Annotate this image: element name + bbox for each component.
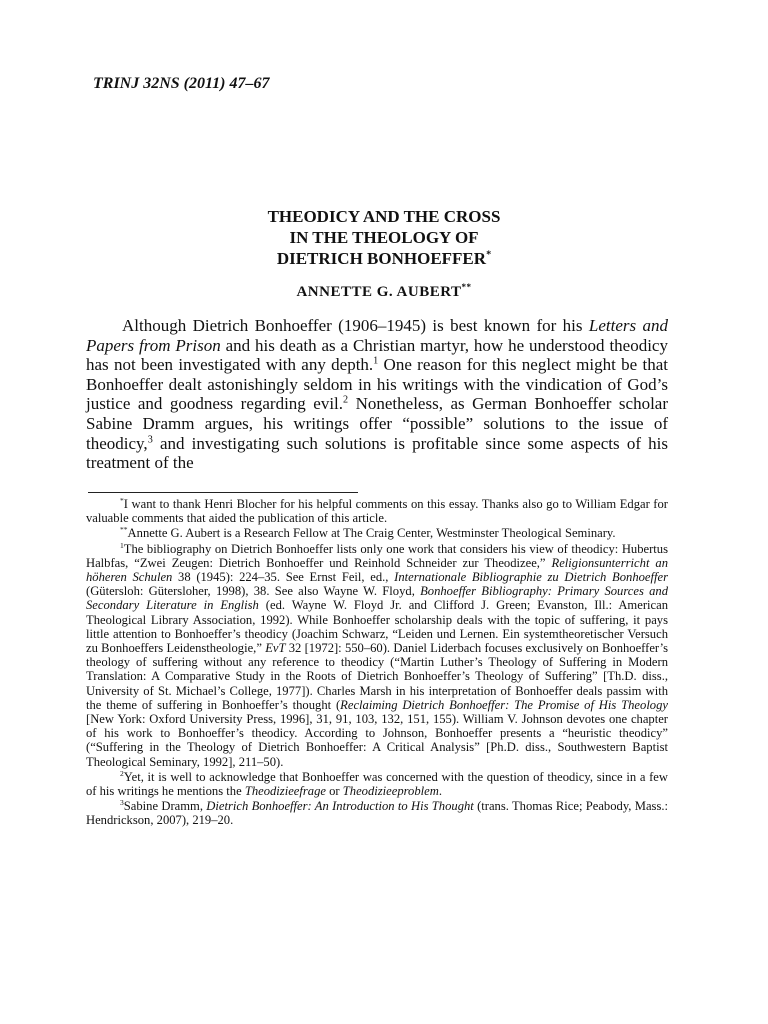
footnote-text: I want to thank Henri Blocher for his helpful comments on this essay. Thanks also go to William Edgar for valuable comments that aided the publication of this article. bbox=[86, 497, 668, 526]
footnote-mark: 1 bbox=[120, 540, 124, 550]
body-italic-run: Letters and Papers from Prison bbox=[86, 316, 668, 355]
footnotes bbox=[86, 497, 668, 829]
footnote-ref-3: 3 bbox=[147, 433, 153, 445]
footnote-text: The bibliography on Dietrich Bonhoeffer lists only one work that considers his view of theodicy: Hubertus Halbfas, “Zwei Zeugen: Dietrich Bonhoeffer und Reinhold Schneider zur Theodizee,” bbox=[86, 541, 668, 570]
body-text-run: One reason for this neglect might be that Bonhoeffer dealt astonishingly seldom in his writings with the vindication of God’s justice and goodness regarding evil. bbox=[86, 355, 668, 414]
author-name: ANNETTE G. AUBERT bbox=[296, 284, 462, 300]
body-text-run: Although Dietrich Bonhoeffer (1906–1945) is best known for his bbox=[122, 316, 589, 335]
journal-citation: TRINJ 32NS (2011) 47–67 bbox=[93, 75, 270, 92]
footnote-double-star bbox=[86, 526, 668, 540]
footnote-ref-1: 1 bbox=[373, 355, 379, 367]
title-line-1: THEODICY AND THE CROSS bbox=[267, 207, 501, 226]
footnote-text: (trans. Thomas Rice; Peabody, Mass.: Hendrickson, 2007), 219–20. bbox=[86, 799, 668, 828]
footnote-text: (ed. Wayne W. Floyd Jr. and Clifford J. Green; Evanston, Ill.: American Theological Library Association, 1992). While Bonhoeffer scholarship deals with the topic of suffering, it pays little attention to Bonhoeffer’s theodicy (Joachim Schwarz, “Leiden und Lernen. Ein systemtheoretischer Versuch zu Bonhoeffers Leidenstheologie,” bbox=[86, 598, 668, 656]
footnote-italic: Reclaiming Dietrich Bonhoeffer: The Promise of His Theology bbox=[340, 697, 668, 712]
title-line-3-text: DIETRICH BONHOEFFER bbox=[276, 249, 487, 268]
title-line-2: IN THE THEOLOGY OF bbox=[289, 228, 479, 247]
author-footnote-mark: ** bbox=[461, 282, 472, 292]
footnote-ref-2: 2 bbox=[343, 394, 349, 406]
footnote-text: [New York: Oxford University Press, 1996], 31, 91, 103, 132, 151, 155). William V. Johnson devotes one chapter of his work to Bonhoeffer’s theodicy. According to Johnson, Bonhoeffer presents a “heuristic theodicy” (“Suffering in the Theology of Dietrich Bonhoeffer: A Critical Analysis” [Ph.D. diss., Southwestern Baptist Theological Seminary, 1992], 211–50). bbox=[86, 712, 668, 769]
footnote-text: . bbox=[438, 784, 442, 799]
footnote-text: Yet, it is well to acknowledge that Bonhoeffer was concerned with the question of theodicy, since in a few of his writings he mentions the bbox=[86, 769, 668, 799]
footnote-text: or bbox=[325, 784, 343, 799]
footnote-italic: Theodizieefrage bbox=[244, 784, 326, 799]
footnote-italic: EvT bbox=[265, 641, 286, 656]
footnote-italic: Religionsunterricht an höheren Schulen bbox=[86, 555, 668, 585]
footnote-divider bbox=[88, 492, 358, 493]
footnote-text: (Gütersloh: Gütersloher, 1998), 38. See also Wayne W. Floyd, bbox=[86, 584, 421, 599]
footnote-text: 32 [1972]: 550–60). Daniel Liderbach focuses exclusively on Bonhoeffer’s theology of suffering without any reference to theodicy (“Martin Luther’s Theology of Suffering in Modern Translation: A Comparative Study in the Roots of Dietrich Bonhoeffer’s Theology of Suffering” [Th.D. diss., University of St. Michael’s College, 1977]). Charles Marsh in his interpretation of Bonhoeffer deals passim with the theme of suffering in Bonhoeffer’s thought ( bbox=[86, 641, 668, 712]
title-footnote-mark: * bbox=[486, 249, 492, 261]
body-paragraph bbox=[86, 316, 668, 473]
footnote-text: Annette G. Aubert is a Research Fellow at The Craig Center, Westminster Theological Seminary. bbox=[127, 526, 616, 541]
footnote-1 bbox=[86, 542, 668, 769]
body-text-run: and his death as a Christian martyr, how he understood theodicy has not been investigated with any depth. bbox=[86, 335, 668, 375]
body-text-run: and investigating such solutions is profitable since some aspects of his treatment of the bbox=[86, 433, 668, 473]
footnote-text: 38 (1945): 224–35. See Ernst Feil, ed., bbox=[172, 570, 395, 585]
body-text-run: Nonetheless, as German Bonhoeffer scholar Sabine Dramm argues, his writings offer “possible” solutions to the issue of theodicy, bbox=[86, 394, 669, 453]
author-byline bbox=[0, 284, 768, 301]
footnote-mark: * bbox=[120, 495, 124, 505]
footnote-star bbox=[86, 497, 668, 525]
footnote-italic: Internationale Bibliographie zu Dietrich Bonhoeffer bbox=[394, 570, 668, 585]
article-title bbox=[0, 206, 768, 269]
footnote-mark: 2 bbox=[120, 768, 124, 778]
footnote-2 bbox=[86, 770, 668, 798]
footnote-italic: Theodizieeproblem bbox=[342, 784, 439, 799]
footnote-italic: Dietrich Bonhoeffer: An Introduction to His Thought bbox=[206, 799, 474, 814]
footnote-mark: 3 bbox=[120, 798, 124, 808]
title-line-3 bbox=[0, 248, 768, 269]
footnote-italic: Bonhoeffer Bibliography: Primary Sources and Secondary Literature in English bbox=[86, 584, 668, 613]
body-text bbox=[86, 316, 668, 473]
footnote-text: Sabine Dramm, bbox=[123, 799, 207, 814]
footnote-mark: ** bbox=[120, 525, 128, 535]
footnote-3 bbox=[86, 799, 668, 827]
